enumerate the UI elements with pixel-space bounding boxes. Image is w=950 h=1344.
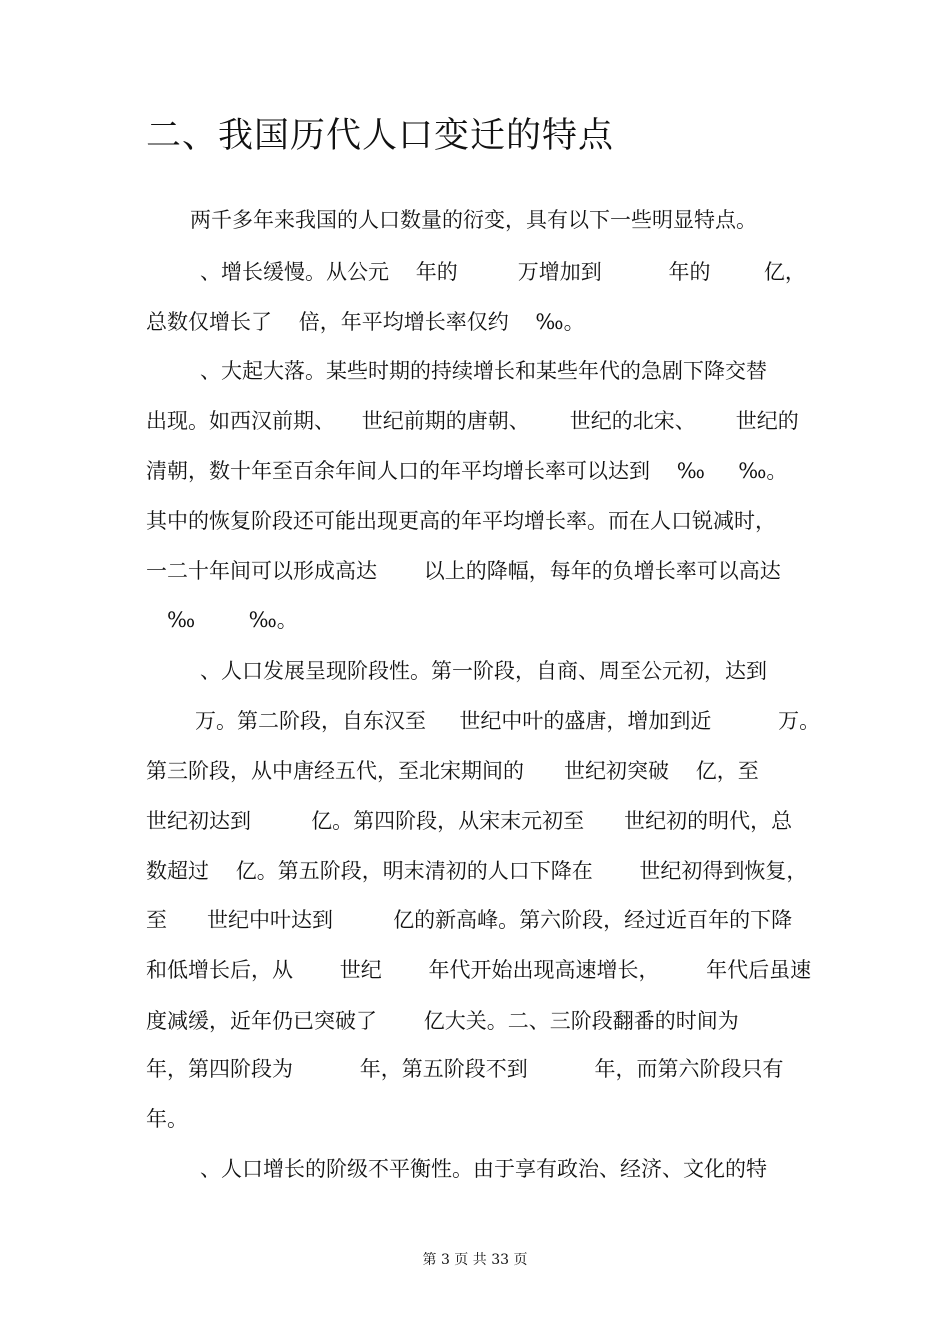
body-line: 至 世纪中叶达到 亿的新高峰。第六阶段，经过近百年的下降 xyxy=(146,908,793,932)
body-line: 世纪初达到 亿。第四阶段，从宋末元初至 世纪初的明代，总 xyxy=(146,809,793,833)
body-line: ‰ ‰。 xyxy=(167,608,298,632)
section-title: 二、我国历代人口变迁的特点 xyxy=(146,116,615,156)
body-line: 、大起大落。某些时期的持续增长和某些年代的急剧下降交替 xyxy=(200,359,767,383)
body-line: 其中的恢复阶段还可能出现更高的年平均增长率。而在人口锐减时， xyxy=(146,509,776,533)
body-line: 、人口发展呈现阶段性。第一阶段，自商、周至公元初，达到 xyxy=(200,659,767,683)
body-line: 总数仅增长了 倍，年平均增长率仅约 ‰。 xyxy=(146,310,585,334)
body-line: 一二十年间可以形成高达 以上的降幅，每年的负增长率可以高达 xyxy=(146,559,781,583)
page-footer: 第 3 页 共 33 页 xyxy=(422,1252,528,1268)
body-line: 、人口增长的阶级不平衡性。由于享有政治、经济、文化的特 xyxy=(200,1157,767,1181)
body-line: 和低增长后，从 世纪 年代开始出现高速增长， 年代后虽速 xyxy=(146,958,812,982)
body-line: 出现。如西汉前期、 世纪前期的唐朝、 世纪的北宋、 世纪的 xyxy=(146,409,799,433)
body-line: 万。第二阶段，自东汉至 世纪中叶的盛唐，增加到近 万。 xyxy=(195,709,821,733)
body-line: 两千多年来我国的人口数量的衍变，具有以下一些明显特点。 xyxy=(190,208,757,232)
body-line: 年。 xyxy=(146,1107,188,1131)
body-line: 、增长缓慢。从公元 年的 万增加到 年的 亿， xyxy=(200,260,806,284)
body-line: 数超过 亿。第五阶段，明末清初的人口下降在 世纪初得到恢复， xyxy=(146,859,808,883)
body-line: 清朝，数十年至百余年间人口的年平均增长率可以达到 ‰ ‰。 xyxy=(146,459,788,483)
body-line: 度减缓，近年仍已突破了 亿大关。二、三阶段翻番的时间为 xyxy=(146,1009,739,1033)
body-line: 年，第四阶段为 年，第五阶段不到 年，而第六阶段只有 xyxy=(146,1057,784,1081)
body-line: 第三阶段，从中唐经五代，至北宋期间的 世纪初突破 亿，至 xyxy=(146,759,759,783)
